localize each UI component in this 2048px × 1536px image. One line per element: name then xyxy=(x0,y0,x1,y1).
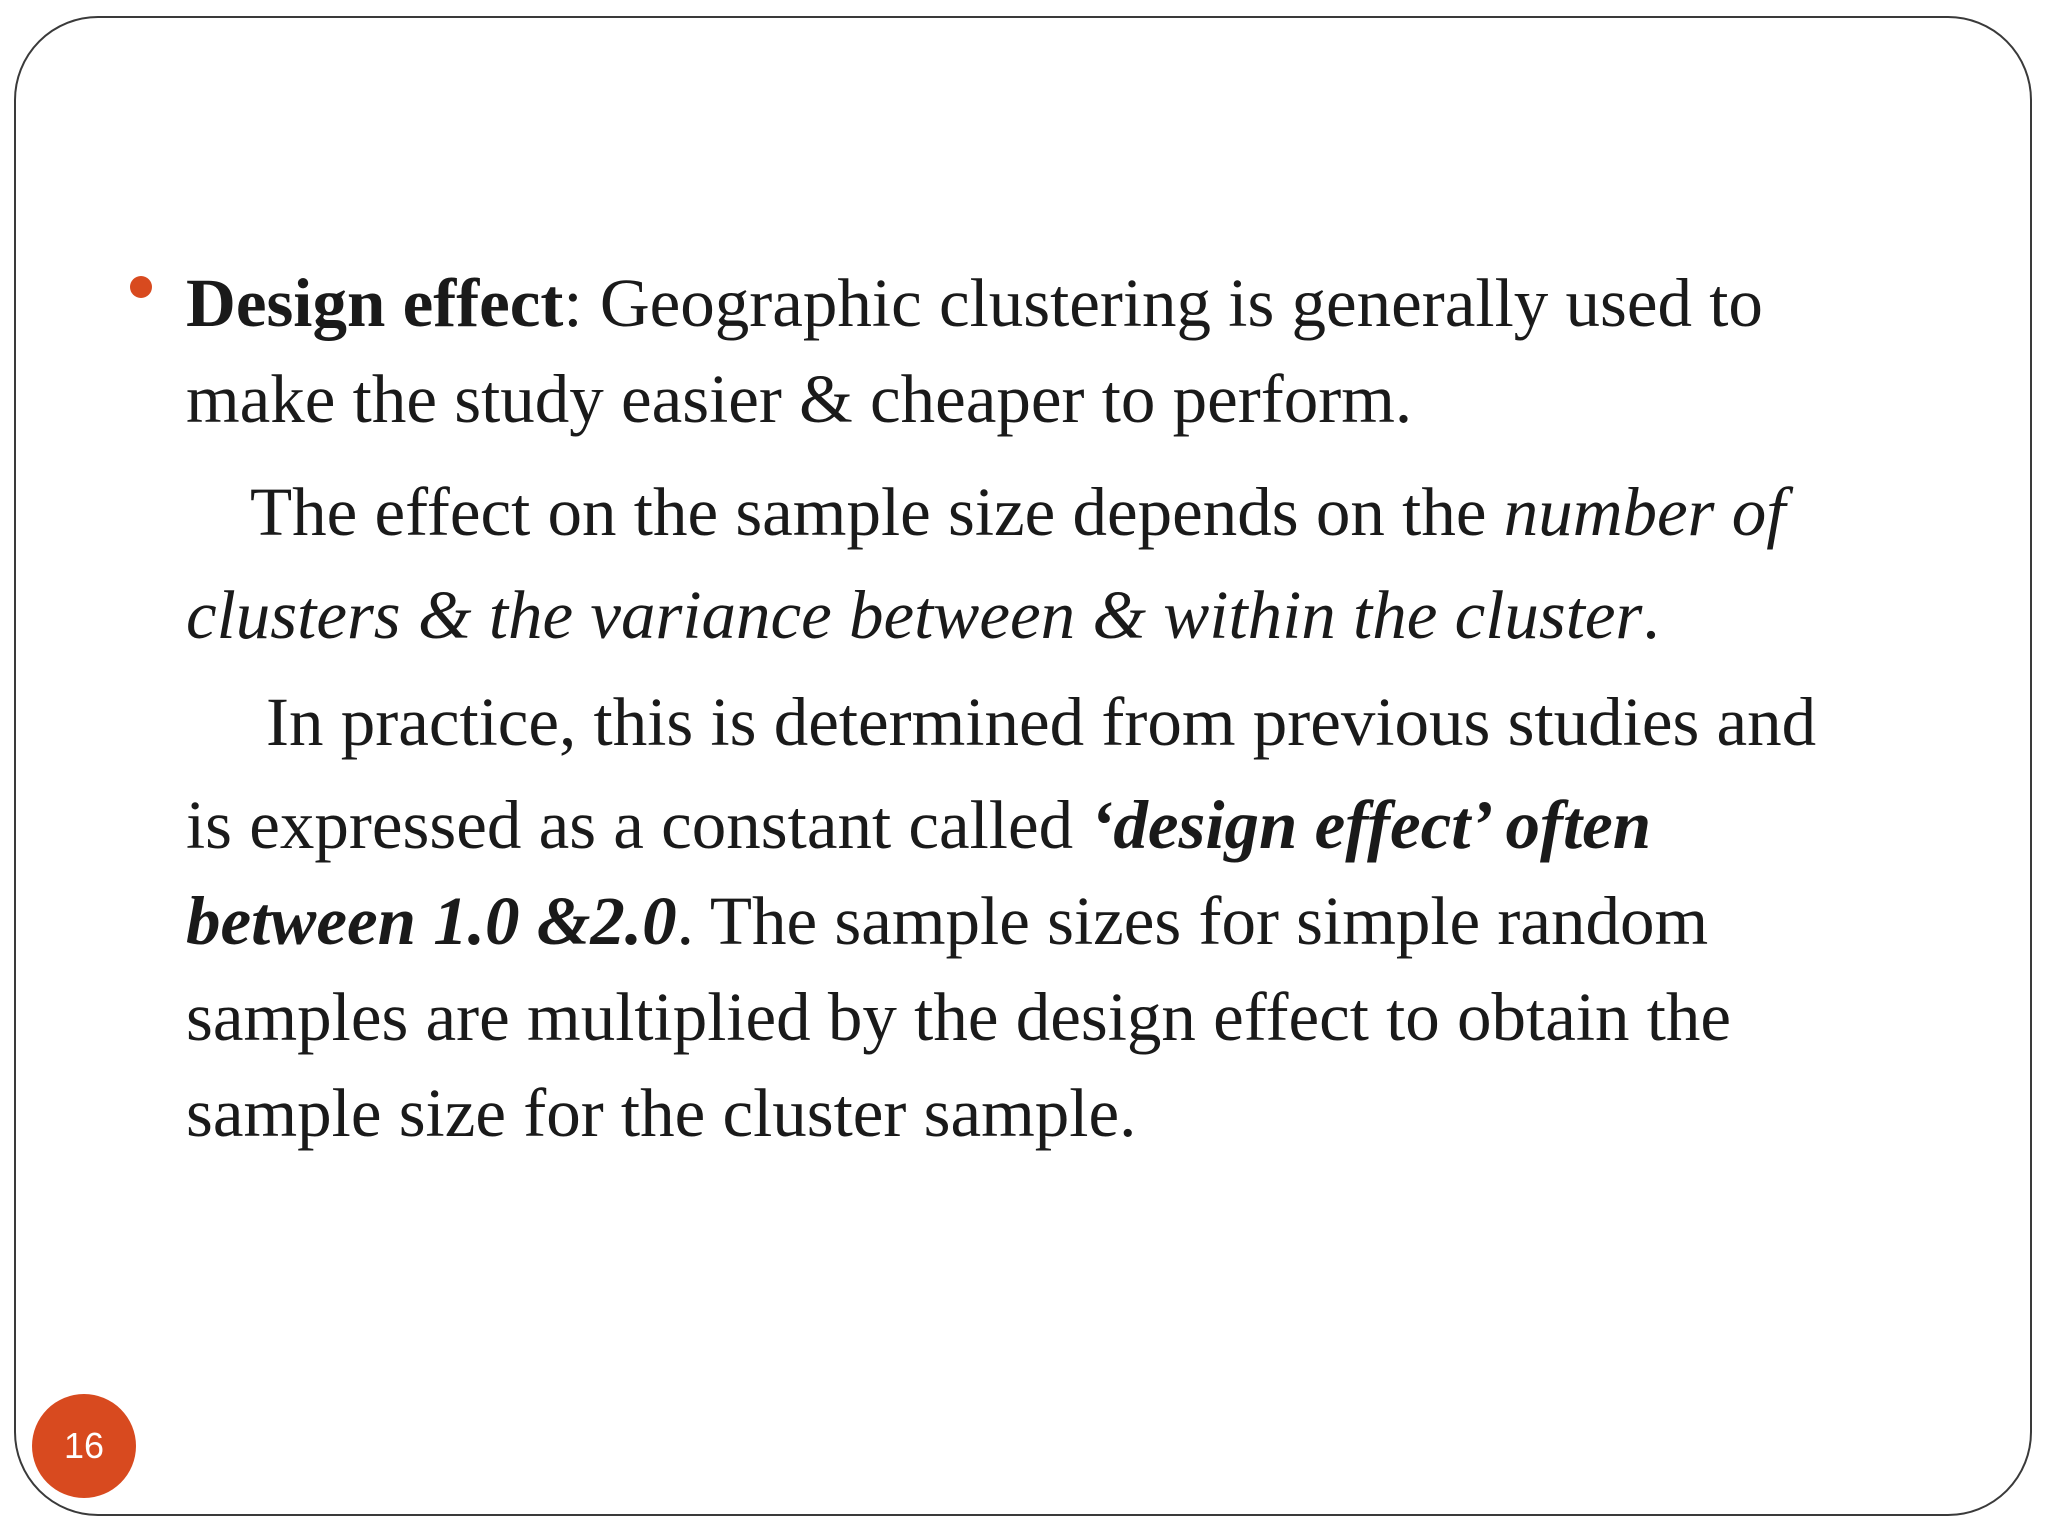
page-number-badge: 16 xyxy=(32,1394,136,1498)
text-line-6: is expressed as a constant called ‘design effect’ often xyxy=(186,787,1652,863)
text-line-7: between 1.0 &2.0. The sample sizes for simple random xyxy=(186,883,1709,959)
bullet-content xyxy=(186,255,1926,1161)
bullet-dot-icon xyxy=(130,276,152,298)
text-line-2: make the study easier & cheaper to perform. xyxy=(186,361,1413,437)
text-line-4: clusters & the variance between & within the cluster. xyxy=(186,577,1660,653)
text-line-9: sample size for the cluster sample. xyxy=(186,1075,1137,1151)
text-line-5: In practice, this is determined from previous studies and xyxy=(266,684,1817,760)
term-design-effect: Design effect xyxy=(186,265,564,341)
text-line-1: Design effect: Geographic clustering is generally used to xyxy=(186,265,1763,341)
text-line-8: samples are multiplied by the design effect to obtain the xyxy=(186,979,1732,1055)
text-line-3: The effect on the sample size depends on the number of xyxy=(250,474,1786,550)
